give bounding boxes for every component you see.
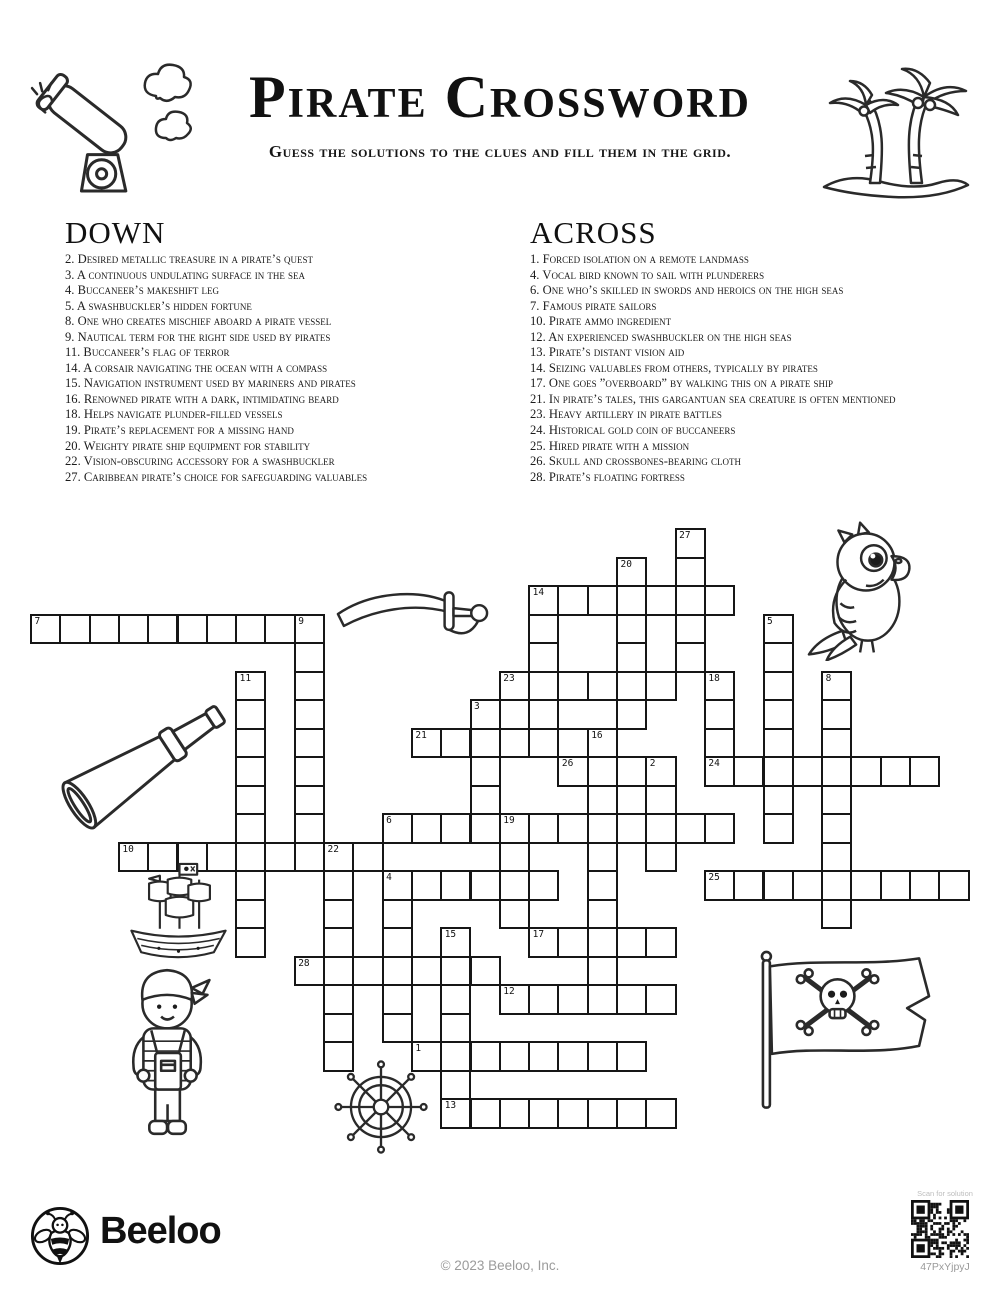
grid-cell[interactable] [470,1041,501,1072]
grid-cell[interactable] [528,728,559,759]
grid-cell[interactable] [470,1098,501,1129]
cell-number: 7 [34,615,41,627]
grid-cell[interactable] [440,927,471,958]
clue-item: 8. One who creates mischief aboard a pirate vessel [65,314,332,329]
grid-cell[interactable] [440,1041,471,1072]
cell-number: 2 [649,758,656,769]
clue-item: 13. Pirate’s distant vision aid [530,345,685,360]
grid-cell[interactable] [675,813,706,844]
grid-cell[interactable] [206,614,237,645]
grid-cell[interactable] [177,614,208,645]
grid-cell[interactable] [704,671,735,702]
clue-item: 19. Pirate’s replacement for a missing hand [65,423,294,438]
grid-cell[interactable] [704,813,735,844]
grid-cell[interactable] [235,614,266,645]
grid-cell[interactable] [118,614,149,645]
grid-cell[interactable] [323,1013,354,1044]
qr-code [911,1200,969,1258]
grid-cell[interactable] [499,1041,530,1072]
grid-cell[interactable] [763,699,794,730]
grid-cell[interactable] [587,1041,618,1072]
grid-cell[interactable] [528,642,559,673]
grid-cell[interactable] [587,899,618,930]
clue-item: 14. Seizing valuables from others, typically by pirates [530,360,818,375]
grid-cell[interactable] [528,699,559,730]
cell-number: 23 [503,672,515,684]
grid-cell[interactable] [264,842,295,873]
grid-cell[interactable] [323,956,354,987]
grid-cell[interactable] [499,1098,530,1129]
clue-item: 17. One goes ”overboard” by walking this on a pirate ship [530,376,834,391]
grid-cell[interactable] [587,728,618,759]
cell-number: 28 [298,957,310,969]
grid-cell[interactable] [645,927,676,958]
clue-item: 10. Pirate ammo ingredient [530,314,672,329]
cutlass-sword-icon [334,586,492,652]
grid-cell[interactable] [616,984,647,1015]
grid-cell[interactable] [411,728,442,759]
clue-item: 1. Forced isolation on a remote landmass [530,252,749,266]
grid-cell[interactable] [821,671,852,702]
grid-cell[interactable] [763,870,794,901]
across-heading: ACROSS [530,215,657,250]
grid-cell[interactable] [880,756,911,787]
grid-cell[interactable] [733,870,764,901]
grid-cell[interactable] [821,756,852,787]
grid-cell[interactable] [587,956,618,987]
grid-cell[interactable] [528,813,559,844]
cell-number: 20 [620,558,632,570]
page-title: Pirate Crossword [249,64,751,130]
grid-cell[interactable] [294,813,325,844]
grid-cell[interactable] [763,642,794,673]
grid-cell[interactable] [557,927,588,958]
clue-item: 9. Nautical term for the right side used by pirates [65,329,331,344]
cell-number: 10 [122,843,134,855]
grid-cell[interactable] [645,1098,676,1129]
grid-cell[interactable] [528,585,559,616]
cell-number: 12 [503,986,515,997]
page-subtitle: Guess the solutions to the clues and fill them in the grid. [268,142,732,161]
grid-cell[interactable] [499,728,530,759]
grid-cell[interactable] [587,756,618,787]
cell-number: 25 [708,872,720,883]
grid-cell[interactable] [557,984,588,1015]
grid-cell[interactable] [616,756,647,787]
grid-cell[interactable] [147,614,178,645]
grid-cell[interactable] [587,927,618,958]
grid-cell[interactable] [411,870,442,901]
grid-cell[interactable] [909,870,940,901]
grid-cell[interactable] [616,1098,647,1129]
grid-cell[interactable] [499,813,530,844]
cell-number: 27 [679,530,691,541]
clue-item: 16. Renowned pirate with a dark, intimidating beard [65,391,339,406]
grid-cell[interactable] [264,614,295,645]
grid-cell[interactable] [440,1098,471,1129]
grid-cell[interactable] [587,842,618,873]
grid-cell[interactable] [587,813,618,844]
grid-cell[interactable] [411,813,442,844]
grid-cell[interactable] [792,756,823,787]
grid-cell[interactable] [645,813,676,844]
grid-cell[interactable] [323,927,354,958]
clue-item: 18. Helps navigate plunder-filled vessels [65,407,283,422]
grid-cell[interactable] [704,728,735,759]
grid-cell[interactable] [440,984,471,1015]
qr-caption: Scan for solution [917,1189,973,1198]
grid-cell[interactable] [382,927,413,958]
clue-item: 27. Caribbean pirate’s choice for safeguarding valuables [65,469,368,484]
clue-item: 14. A corsair navigating the ocean with a compass [65,360,328,375]
grid-cell[interactable] [294,842,325,873]
grid-cell[interactable] [440,728,471,759]
grid-cell[interactable] [235,899,266,930]
grid-cell[interactable] [382,956,413,987]
grid-cell[interactable] [821,813,852,844]
qr-code-label: 47PxYjpyJ [920,1261,970,1273]
grid-cell[interactable] [616,642,647,673]
grid-cell[interactable] [294,614,325,645]
grid-cell[interactable] [59,614,90,645]
grid-cell[interactable] [470,756,501,787]
grid-cell[interactable] [294,728,325,759]
cell-number: 24 [708,758,720,769]
grid-cell[interactable] [645,585,676,616]
brand-name: Beeloo [100,1210,221,1252]
grid-cell[interactable] [792,870,823,901]
cell-number: 18 [708,672,720,684]
grid-cell[interactable] [470,728,501,759]
grid-cell[interactable] [382,813,413,844]
grid-cell[interactable] [382,1013,413,1044]
cell-number: 19 [503,815,515,826]
grid-cell[interactable] [675,614,706,645]
clue-item: 23. Heavy artillery in pirate battles [530,407,722,422]
grid-cell[interactable] [557,756,588,787]
grid-cell[interactable] [294,756,325,787]
grid-cell[interactable] [294,699,325,730]
grid-cell[interactable] [557,671,588,702]
grid-cell[interactable] [528,1041,559,1072]
grid-cell[interactable] [352,956,383,987]
grid-cell[interactable] [557,1098,588,1129]
grid-cell[interactable] [294,642,325,673]
grid-cell[interactable] [528,1098,559,1129]
clue-item: 15. Navigation instrument used by mariners and pirates [65,376,356,391]
grid-cell[interactable] [528,927,559,958]
ship-wheel-icon [334,1060,428,1154]
grid-cell[interactable] [616,585,647,616]
clue-item: 21. In pirate’s tales, this gargantuan sea creature is often mentioned [530,391,896,406]
grid-cell[interactable] [528,614,559,645]
grid-cell[interactable] [938,870,969,901]
grid-cell[interactable] [499,842,530,873]
grid-cell[interactable] [557,1041,588,1072]
grid-cell[interactable] [440,1013,471,1044]
grid-cell[interactable] [587,785,618,816]
cell-number: 4 [386,872,392,883]
grid-cell[interactable] [470,813,501,844]
grid-cell[interactable] [763,614,794,645]
telescope-icon [46,682,240,838]
cell-number: 17 [532,929,545,940]
grid-cell[interactable] [850,756,881,787]
grid-cell[interactable] [763,813,794,844]
grid-cell[interactable] [763,728,794,759]
grid-cell[interactable] [528,870,559,901]
clue-item: 7. Famous pirate sailors [530,298,657,313]
grid-cell[interactable] [470,785,501,816]
grid-cell[interactable] [382,984,413,1015]
cell-number: 6 [386,815,392,826]
grid-cell[interactable] [440,813,471,844]
grid-cell[interactable] [323,870,354,901]
grid-cell[interactable] [645,785,676,816]
down-heading: DOWN [65,215,166,250]
grid-cell[interactable] [616,557,647,588]
grid-cell[interactable] [557,813,588,844]
cell-number: 8 [825,672,832,684]
grid-cell[interactable] [30,614,61,645]
grid-cell[interactable] [821,699,852,730]
grid-cell[interactable] [763,785,794,816]
grid-cell[interactable] [470,870,501,901]
clue-item: 4. Vocal bird known to sail with plunderers [530,267,765,282]
parrot-icon [807,520,923,661]
grid-cell[interactable] [587,585,618,616]
grid-cell[interactable] [499,671,530,702]
grid-cell[interactable] [235,870,266,901]
cell-number: 9 [298,615,304,627]
cell-number: 5 [767,615,773,627]
grid-cell[interactable] [440,870,471,901]
grid-cell[interactable] [616,927,647,958]
grid-cell[interactable] [323,984,354,1015]
clue-item: 3. A continuous undulating surface in the sea [65,267,306,282]
grid-cell[interactable] [704,699,735,730]
grid-cell[interactable] [909,756,940,787]
grid-cell[interactable] [557,585,588,616]
clue-item: 22. Vision-obscuring accessory for a swashbuckler [65,454,335,469]
grid-cell[interactable] [616,813,647,844]
grid-cell[interactable] [528,671,559,702]
grid-cell[interactable] [616,1041,647,1072]
cell-number: 16 [591,729,603,741]
cell-number: 13 [444,1100,457,1111]
grid-cell[interactable] [440,956,471,987]
grid-cell[interactable] [294,785,325,816]
grid-cell[interactable] [704,585,735,616]
grid-cell[interactable] [821,870,852,901]
grid-cell[interactable] [763,671,794,702]
grid-cell[interactable] [675,557,706,588]
grid-cell[interactable] [645,984,676,1015]
grid-cell[interactable] [587,671,618,702]
cell-number: 3 [474,701,480,712]
clue-item: 6. One who’s skilled in swords and heroics on the high seas [530,283,844,298]
grid-cell[interactable] [89,614,120,645]
grid-cell[interactable] [587,870,618,901]
grid-cell[interactable] [821,785,852,816]
grid-cell[interactable] [587,1098,618,1129]
cell-number: 22 [327,843,339,855]
grid-cell[interactable] [645,756,676,787]
clue-item: 20. Weighty pirate ship equipment for stability [65,438,311,453]
grid-cell[interactable] [675,528,706,559]
cell-number: 1 [415,1043,422,1054]
grid-cell[interactable] [675,642,706,673]
grid-cell[interactable] [645,671,676,702]
grid-cell[interactable] [616,699,647,730]
grid-cell[interactable] [499,899,530,930]
grid-cell[interactable] [323,899,354,930]
grid-cell[interactable] [763,756,794,787]
clue-item: 12. An experienced swashbuckler on the high seas [530,329,792,344]
cell-number: 26 [561,758,574,769]
grid-cell[interactable] [323,842,354,873]
grid-cell[interactable] [499,870,530,901]
grid-cell[interactable] [352,842,383,873]
grid-cell[interactable] [557,728,588,759]
cell-number: 14 [532,587,545,598]
grid-cell[interactable] [821,842,852,873]
clue-item: 26. Skull and crossbones-bearing cloth [530,454,742,469]
grid-cell[interactable] [704,870,735,901]
grid-cell[interactable] [645,842,676,873]
clue-item: 2. Desired metallic treasure in a pirate’s quest [65,252,314,266]
grid-cell[interactable] [850,870,881,901]
grid-cell[interactable] [382,870,413,901]
grid-cell[interactable] [382,899,413,930]
grid-cell[interactable] [470,699,501,730]
clue-item: 24. Historical gold coin of buccaneers [530,423,736,438]
grid-cell[interactable] [440,1070,471,1101]
grid-cell[interactable] [616,671,647,702]
grid-cell[interactable] [294,956,325,987]
grid-cell[interactable] [470,956,501,987]
grid-cell[interactable] [587,984,618,1015]
grid-cell[interactable] [235,842,266,873]
pirate-character-icon [102,950,240,1158]
grid-cell[interactable] [294,671,325,702]
grid-cell[interactable] [821,728,852,759]
cell-number: 15 [444,929,457,940]
bee-logo-icon [30,1206,90,1266]
cell-number: 11 [239,672,252,684]
grid-cell[interactable] [616,614,647,645]
grid-cell[interactable] [733,756,764,787]
clue-item: 11. Buccaneer’s flag of terror [65,345,230,360]
grid-cell[interactable] [411,956,442,987]
cell-number: 21 [415,729,427,741]
clue-item: 5. A swashbuckler’s hidden fortune [65,298,252,313]
clue-item: 28. Pirate’s floating fortress [530,469,685,484]
grid-cell[interactable] [704,756,735,787]
grid-cell[interactable] [880,870,911,901]
grid-cell[interactable] [675,585,706,616]
grid-cell[interactable] [499,984,530,1015]
grid-cell[interactable] [821,899,852,930]
clue-item: 4. Buccaneer’s makeshift leg [65,283,219,298]
jolly-roger-flag-icon [750,948,934,1110]
grid-cell[interactable] [528,984,559,1015]
copyright-text: © 2023 Beeloo, Inc. [440,1258,560,1273]
clue-item: 25. Hired pirate with a mission [530,438,690,453]
